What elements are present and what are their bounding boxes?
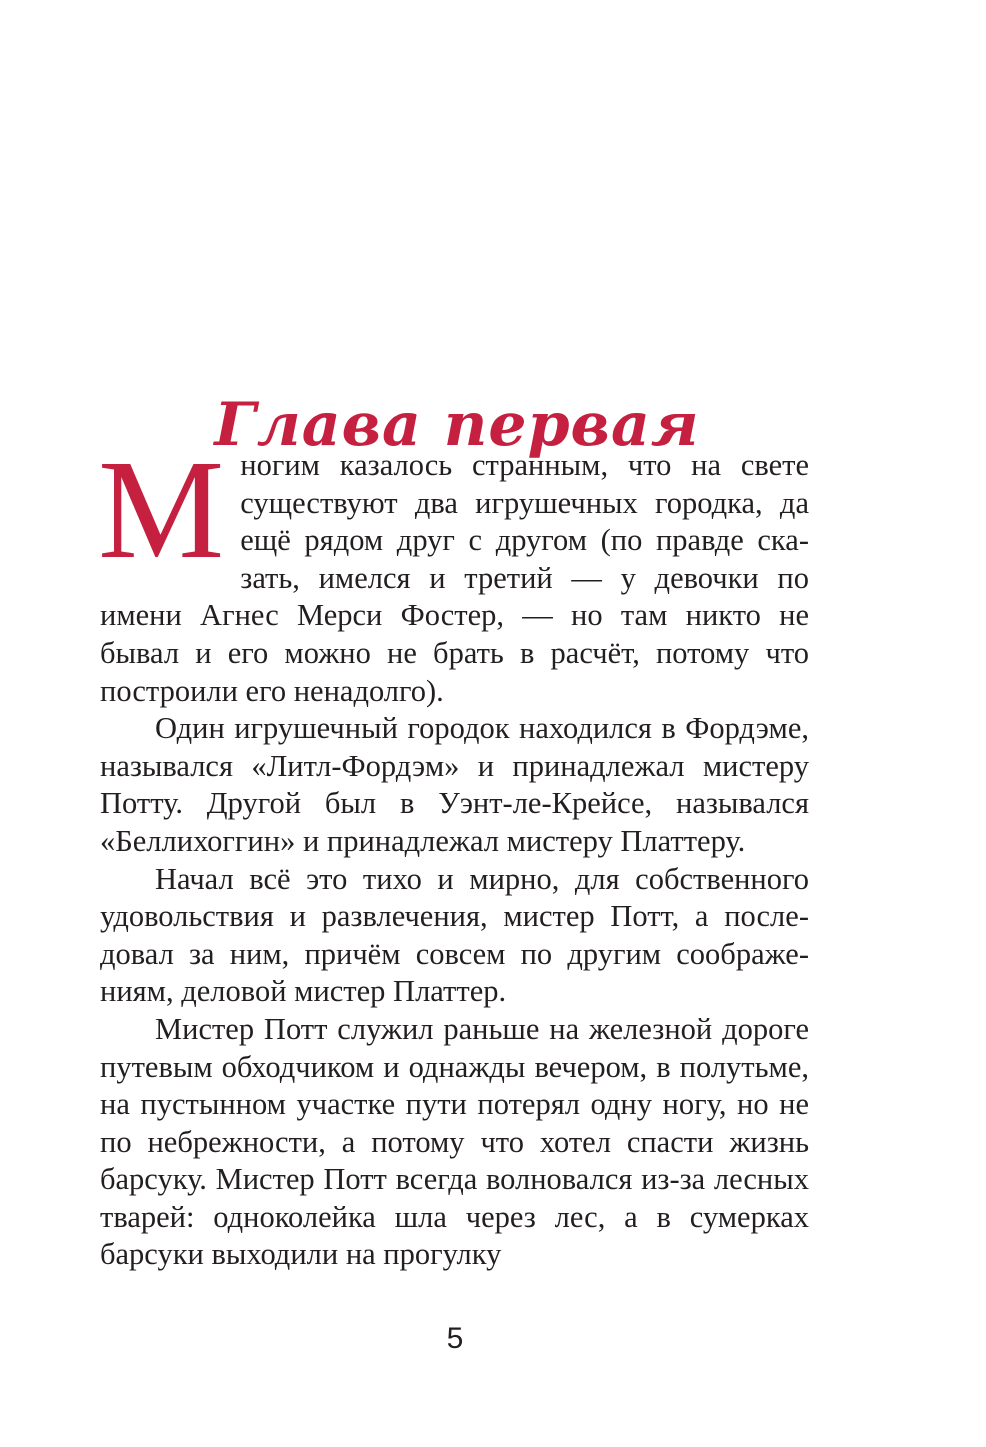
paragraph-1-text: ногим казалось странным, что на свете существуют два игрушечных городка, да ещё рядом друг с другом (по правде сказать, имелся и третий — у девочки по имени Агнес Мерси Фостер, — но там никто не бывал и его можно не брать в расчёт, потому что построили его ненадолго). bbox=[100, 448, 809, 708]
chapter-title: Глава первая bbox=[214, 390, 700, 461]
body-text bbox=[98, 430, 809, 1274]
drop-cap: М bbox=[98, 430, 225, 588]
paragraph-1 bbox=[98, 430, 809, 710]
page-number: 5 bbox=[446, 1322, 464, 1355]
paragraph-4: Мистер Потт служил раньше на железной дороге путевым обходчиком и однажды вечером, в полутьме, на пустынном участке пути потерял одну ногу, но не по небрежности, а потому что хотел спасти жизнь барсуку. Мистер Потт всегда волновался из-за лесных тварей: одноколейка шла через лес, а в сумерках барсуки выходили на прогулку bbox=[100, 1011, 809, 1272]
paragraph-2: Один игрушечный городок находился в Фордэме, назывался «Литл-Фордэм» и принадлежал мистеру Потту. Другой был в Уэнт-ле-Крейсе, назывался «Беллихоггин» и принадлежал мистеру Платтеру. bbox=[100, 711, 809, 858]
paragraph-3: Начал всё это тихо и мирно, для собственного удовольствия и развлечения, мистер Потт, а последовал за ним, причём совсем по другим соображениям, деловой мистер Платтер. bbox=[100, 861, 809, 1009]
